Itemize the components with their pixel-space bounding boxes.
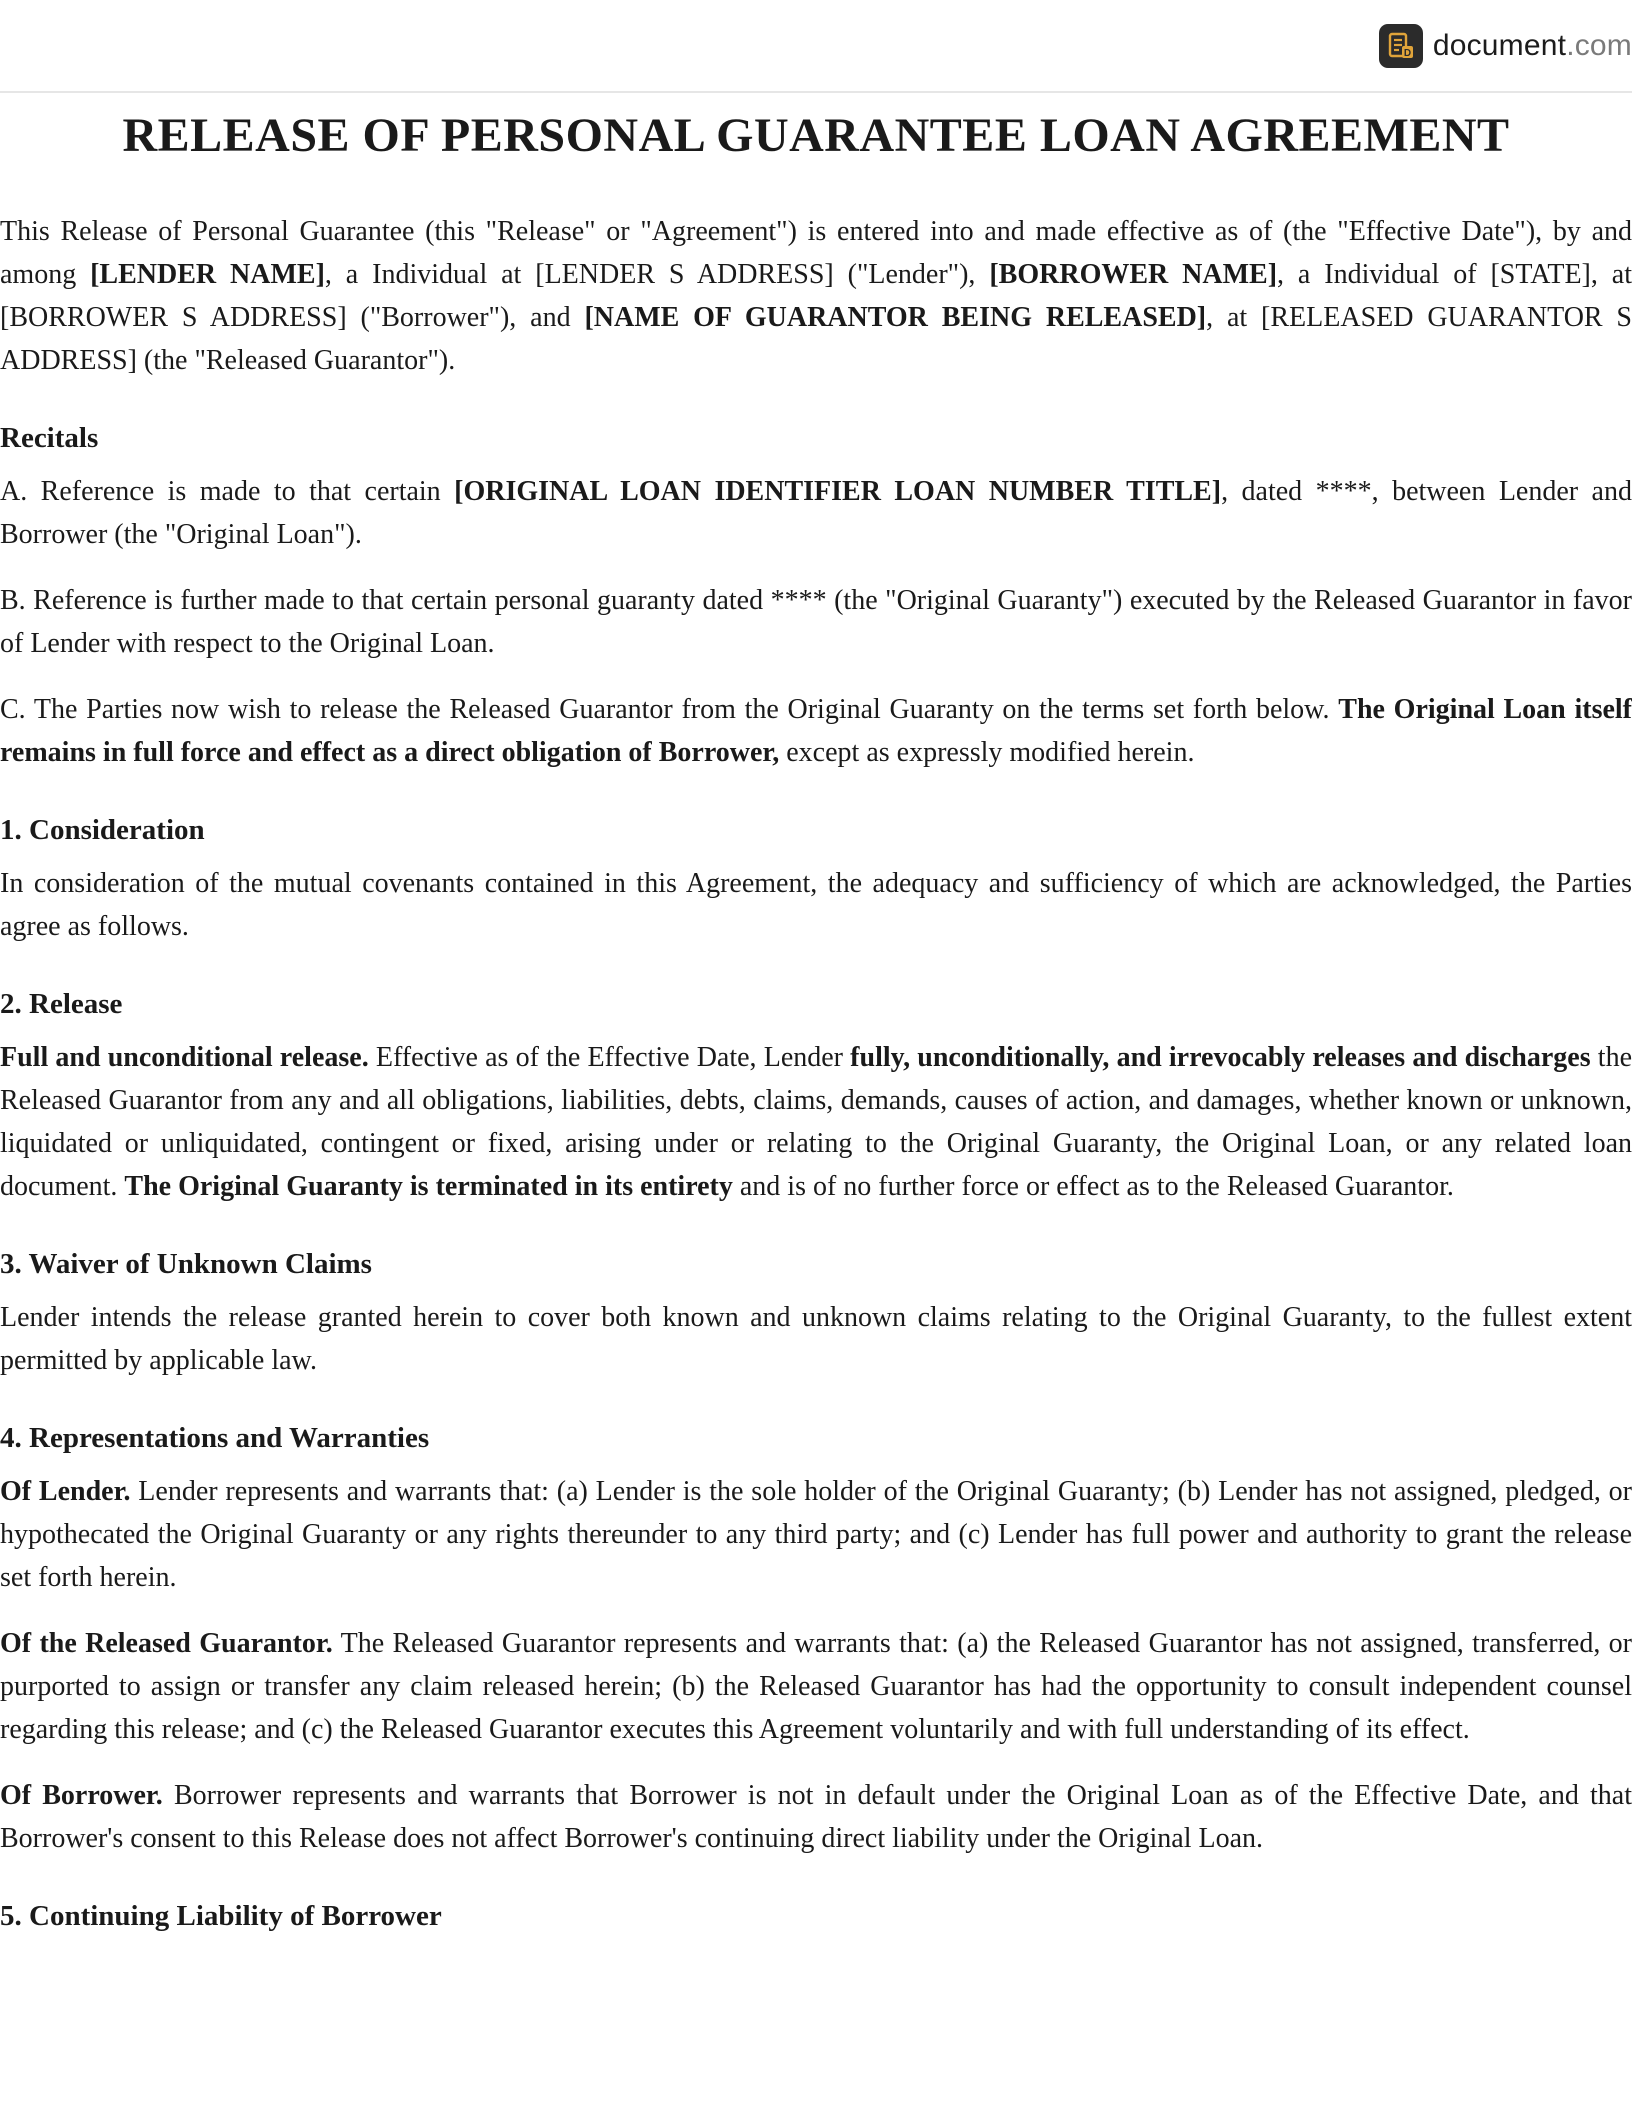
document-logo-icon <box>1379 24 1423 68</box>
release-text-2: the Released Guarantor from any and all obligations, liabilities, debts, claims, demands, causes of action, and damages, whether known or unknown, liquidated or unliquidated, contingent or fixed, arising under or relating to the Original Guaranty, the Original Loan, or any related loan document. <box>0 1042 1632 1202</box>
document-body <box>0 210 1632 1948</box>
section-4-heading: 4. Representations and Warranties <box>0 1422 430 1454</box>
borrower-rep-lead-in: Of Borrower. <box>0 1780 163 1811</box>
release-text-3: and is of no further force or effect as to the Released Guarantor. <box>732 1171 1454 1202</box>
recital-c-text-1: C. The Parties now wish to release the Released Guarantor from the Original Guaranty on the terms set forth below. <box>0 694 1339 725</box>
brand-name-main: document <box>1432 29 1567 62</box>
svg-text:D: D <box>1403 48 1411 59</box>
borrower-name: [BORROWER NAME] <box>989 259 1278 290</box>
guarantor-name: [NAME OF GUARANTOR BEING RELEASED] <box>584 302 1207 333</box>
brand-name <box>1433 29 1632 63</box>
recitals-heading: Recitals <box>0 422 99 454</box>
borrower-representations <box>0 1774 1632 1860</box>
release-lead-in: Full and unconditional release. <box>0 1042 369 1073</box>
section-1-heading: 1. Consideration <box>0 814 205 846</box>
recital-c <box>0 688 1632 774</box>
section-2-heading: 2. Release <box>0 988 123 1020</box>
recital-b <box>0 579 1632 665</box>
release-text-1: Effective as of the Effective Date, Lender <box>368 1042 851 1073</box>
section-2-text <box>0 1036 1632 1208</box>
section-5-heading: 5. Continuing Liability of Borrower <box>0 1900 442 1932</box>
section-1-text: In consideration of the mutual covenants contained in this Agreement, the adequacy and sufficiency of which are acknowledged, the Parties agree as follows. <box>0 868 1632 942</box>
recital-a <box>0 470 1632 556</box>
lender-rep-lead-in: Of Lender. <box>0 1476 131 1507</box>
intro-text-3: , a Individual of [STATE], at [BORROWER S ADDRESS] ("Borrower"), and <box>0 259 1632 333</box>
intro-text-1: This Release of Personal Guarantee (this "Release" or "Agreement") is entered into and made effective as of (the "Effective Date"), by and among <box>0 216 1632 290</box>
recital-a-text-1: A. Reference is made to that certain <box>0 476 455 507</box>
lender-rep-text: Lender represents and warrants that: (a) Lender is the sole holder of the Original Guaranty; (b) Lender has not assigned, pledged, or hypothecated the Original Guaranty or any rights thereunder to any third party; and (c) Lender has full power and authority to grant the release set forth herein. <box>0 1476 1632 1593</box>
recital-b-text: B. Reference is further made to that certain personal guaranty dated **** (the "Original Guaranty") executed by the Released Guarantor in favor of Lender with respect to the Original Loan. <box>0 585 1632 659</box>
top-bar <box>0 0 1632 93</box>
guarantor-rep-text: The Released Guarantor represents and warrants that: (a) the Released Guarantor has not assigned, transferred, or purported to assign or transfer any claim released herein; (b) the Released Guarantor has had the opportunity to consult independent counsel regarding this release; and (c) the Released Guarantor executes this Agreement voluntarily and with full understanding of its effect. <box>0 1628 1632 1745</box>
guarantor-rep-lead-in: Of the Released Guarantor. <box>0 1628 333 1659</box>
recital-c-bold: The Original Loan itself remains in full force and effect as a direct obligation of Borrower, <box>0 694 1632 768</box>
release-bold-1: fully, unconditionally, and irrevocably releases and discharges <box>850 1042 1591 1073</box>
brand-name-suffix: .com <box>1566 29 1632 62</box>
document-title: RELEASE OF PERSONAL GUARANTEE LOAN AGREEMENT <box>122 109 1510 162</box>
borrower-rep-text: Borrower represents and warrants that Borrower is not in default under the Original Loan as of the Effective Date, and that Borrower's consent to this Release does not affect Borrower's continuing direct liability under the Original Loan. <box>0 1780 1632 1854</box>
release-bold-2: The Original Guaranty is terminated in its entirety <box>124 1171 733 1202</box>
intro-paragraph <box>0 210 1632 382</box>
original-loan-identifier: [ORIGINAL LOAN IDENTIFIER LOAN NUMBER TITLE] <box>454 476 1222 507</box>
brand[interactable] <box>1379 24 1632 68</box>
section-3-heading: 3. Waiver of Unknown Claims <box>0 1248 372 1280</box>
lender-name: [LENDER NAME] <box>90 259 325 290</box>
section-3-text: Lender intends the release granted herein to cover both known and unknown claims relating to the Original Guaranty, to the fullest extent permitted by applicable law. <box>0 1302 1632 1376</box>
recital-c-text-2: except as expressly modified herein. <box>779 737 1195 768</box>
guarantor-representations <box>0 1622 1632 1751</box>
recital-a-text-2: , dated ****, between Lender and Borrower (the "Original Loan"). <box>0 476 1632 550</box>
intro-text-4: , at [RELEASED GUARANTOR S ADDRESS] (the "Released Guarantor"). <box>0 302 1632 376</box>
lender-representations <box>0 1470 1632 1599</box>
intro-text-2: , a Individual at [LENDER S ADDRESS] ("Lender"), <box>324 259 990 290</box>
